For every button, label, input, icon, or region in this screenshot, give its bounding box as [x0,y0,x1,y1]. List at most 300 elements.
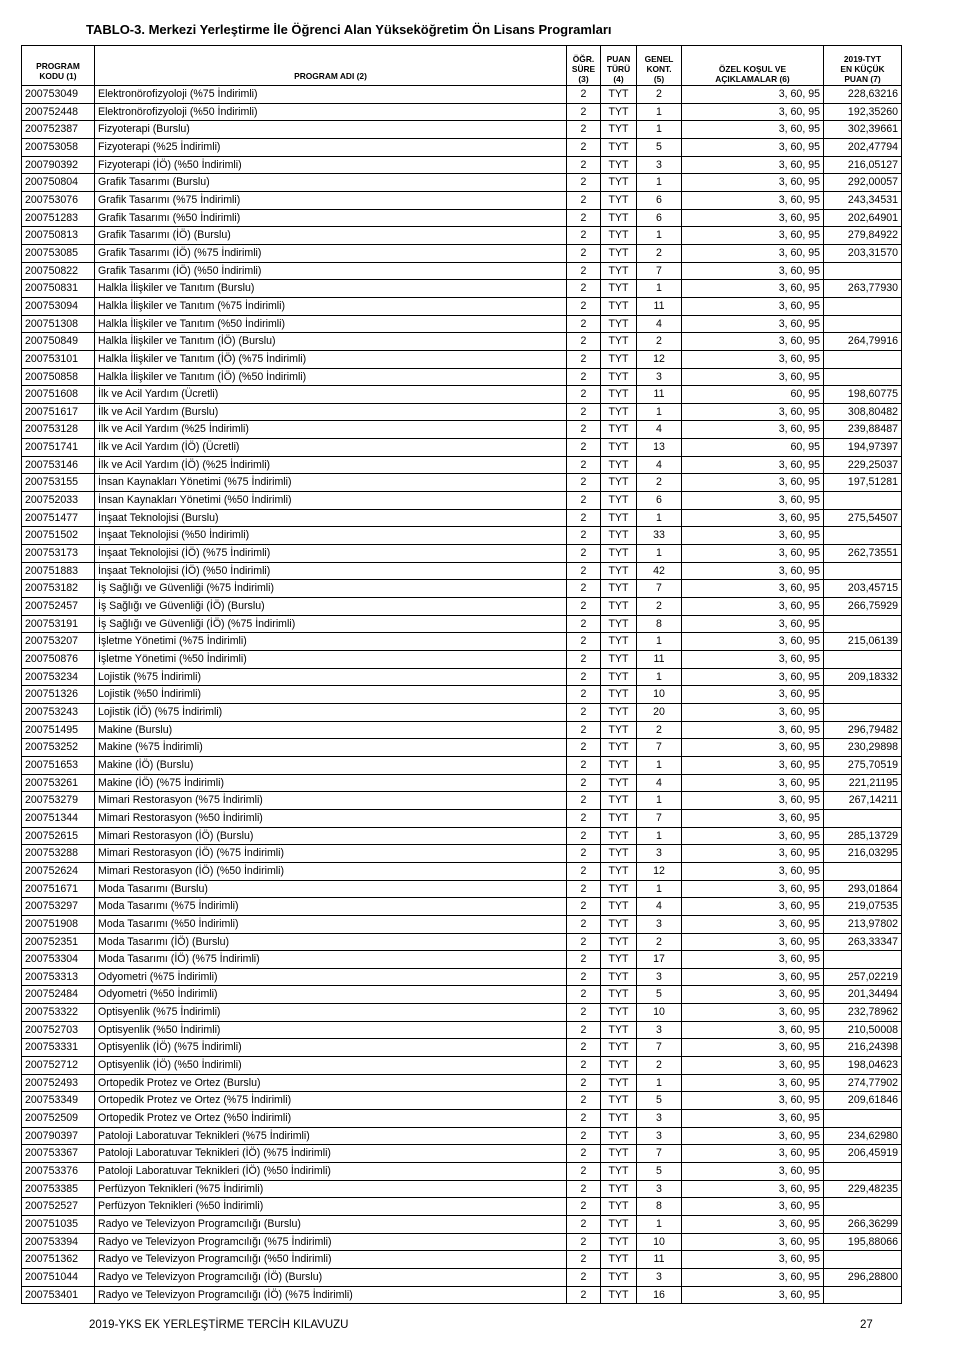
score-type-cell: TYT [601,1180,637,1198]
header-line: GENEL [644,54,674,64]
score-type-cell: TYT [601,191,637,209]
program-code-cell: 200751908 [22,915,95,933]
program-name-cell: Halkla İlişkiler ve Tanıtım (İÖ) (Burslu) [95,333,567,351]
quota-cell: 12 [637,350,682,368]
program-name-cell: Mimari Restorasyon (İÖ) (%50 İndirimli) [95,862,567,880]
duration-cell: 2 [567,827,601,845]
score-type-cell: TYT [601,598,637,616]
program-code-cell: 200753191 [22,615,95,633]
program-code-cell: 200752712 [22,1057,95,1075]
min-score-cell: 285,13729 [824,827,902,845]
program-code-cell: 200752387 [22,121,95,139]
program-code-cell: 200750813 [22,227,95,245]
min-score-cell: 201,34494 [824,986,902,1004]
table-row [22,121,902,139]
duration-cell: 2 [567,492,601,510]
program-code-cell: 200753207 [22,633,95,651]
score-type-cell: TYT [601,1110,637,1128]
program-name-cell: Optisyenlik (İÖ) (%50 İndirimli) [95,1057,567,1075]
quota-cell: 6 [637,209,682,227]
duration-cell: 2 [567,297,601,315]
score-type-cell: TYT [601,774,637,792]
footer-guide-title: 2019-YKS EK YERLEŞTİRME TERCİH KILAVUZU [89,1319,349,1331]
table-row [22,156,902,174]
quota-cell: 4 [637,774,682,792]
conditions-cell: 3, 60, 95 [682,951,824,969]
conditions-cell: 3, 60, 95 [682,1198,824,1216]
score-type-cell: TYT [601,651,637,669]
quota-cell: 1 [637,1074,682,1092]
quota-cell: 2 [637,333,682,351]
program-code-cell: 200752509 [22,1110,95,1128]
score-type-cell: TYT [601,527,637,545]
program-name-cell: İnşaat Teknolojisi (İÖ) (%75 İndirimli) [95,545,567,563]
program-code-cell: 200753304 [22,951,95,969]
score-type-cell: TYT [601,933,637,951]
min-score-cell [824,315,902,333]
table-row [22,1251,902,1269]
quota-cell: 42 [637,562,682,580]
program-name-cell: Halkla İlişkiler ve Tanıtım (Burslu) [95,280,567,298]
min-score-cell: 263,77930 [824,280,902,298]
program-code-cell: 200753376 [22,1163,95,1181]
header-line: TÜRÜ [606,64,631,74]
header-line: KODU (1) [39,71,77,81]
program-code-cell: 200753094 [22,297,95,315]
conditions-cell: 3, 60, 95 [682,598,824,616]
table-row [22,474,902,492]
quota-cell: 10 [637,686,682,704]
program-name-cell: Radyo ve Televizyon Programcılığı (Burslu) [95,1216,567,1234]
program-name-cell: Ortopedik Protez ve Ortez (%50 İndirimli) [95,1110,567,1128]
duration-cell: 2 [567,862,601,880]
conditions-cell: 3, 60, 95 [682,456,824,474]
duration-cell: 2 [567,509,601,527]
score-type-cell: TYT [601,209,637,227]
quota-cell: 5 [637,1092,682,1110]
quota-cell: 1 [637,509,682,527]
program-code-cell: 200753349 [22,1092,95,1110]
program-name-cell: Moda Tasarımı (Burslu) [95,880,567,898]
quota-cell: 7 [637,739,682,757]
conditions-cell: 3, 60, 95 [682,174,824,192]
header-line: PROGRAM [36,61,80,71]
table-row [22,350,902,368]
table-body [22,86,902,1304]
program-code-cell: 200753252 [22,739,95,757]
quota-cell: 8 [637,1198,682,1216]
quota-cell: 7 [637,1039,682,1057]
score-type-cell: TYT [601,1198,637,1216]
duration-cell: 2 [567,598,601,616]
quota-cell: 13 [637,439,682,457]
quota-cell: 3 [637,968,682,986]
conditions-cell: 3, 60, 95 [682,1021,824,1039]
table-row [22,862,902,880]
min-score-cell [824,368,902,386]
min-score-cell: 302,39661 [824,121,902,139]
score-type-cell: TYT [601,756,637,774]
conditions-cell: 3, 60, 95 [682,562,824,580]
program-code-cell: 200751362 [22,1251,95,1269]
score-type-cell: TYT [601,1145,637,1163]
min-score-cell [824,703,902,721]
duration-cell: 2 [567,386,601,404]
duration-cell: 2 [567,721,601,739]
program-code-cell: 200751883 [22,562,95,580]
min-score-cell: 210,50008 [824,1021,902,1039]
program-code-cell: 200753058 [22,138,95,156]
quota-cell: 11 [637,1251,682,1269]
min-score-cell: 229,25037 [824,456,902,474]
min-score-cell [824,951,902,969]
quota-cell: 1 [637,227,682,245]
quota-cell: 7 [637,809,682,827]
conditions-cell: 3, 60, 95 [682,580,824,598]
score-type-cell: TYT [601,421,637,439]
program-name-cell: İlk ve Acil Yardım (Ücretli) [95,386,567,404]
program-code-cell: 200751741 [22,439,95,457]
duration-cell: 2 [567,968,601,986]
duration-cell: 2 [567,86,601,104]
min-score-cell: 216,05127 [824,156,902,174]
duration-cell: 2 [567,774,601,792]
program-code-cell: 200753234 [22,668,95,686]
quota-cell: 10 [637,1233,682,1251]
duration-cell: 2 [567,1039,601,1057]
quota-cell: 3 [637,1021,682,1039]
min-score-cell: 275,70519 [824,756,902,774]
program-code-cell: 200750849 [22,333,95,351]
quota-cell: 2 [637,933,682,951]
duration-cell: 2 [567,1251,601,1269]
quota-cell: 1 [637,633,682,651]
min-score-cell: 232,78962 [824,1004,902,1022]
program-name-cell: Optisyenlik (%50 İndirimli) [95,1021,567,1039]
program-name-cell: Halkla İlişkiler ve Tanıtım (İÖ) (%75 İndirimli) [95,350,567,368]
quota-cell: 6 [637,191,682,209]
duration-cell: 2 [567,421,601,439]
table-row [22,174,902,192]
duration-cell: 2 [567,756,601,774]
score-type-cell: TYT [601,721,637,739]
conditions-cell: 3, 60, 95 [682,103,824,121]
score-type-cell: TYT [601,244,637,262]
quota-cell: 1 [637,403,682,421]
program-name-cell: Mimari Restorasyon (%75 İndirimli) [95,792,567,810]
min-score-cell [824,1251,902,1269]
header-line: (4) [613,74,624,84]
conditions-cell: 3, 60, 95 [682,1145,824,1163]
min-score-cell: 296,79482 [824,721,902,739]
program-name-cell: Radyo ve Televizyon Programcılığı (%50 İndirimli) [95,1251,567,1269]
duration-cell: 2 [567,439,601,457]
quota-cell: 1 [637,668,682,686]
program-name-cell: Odyometri (%50 İndirimli) [95,986,567,1004]
duration-cell: 2 [567,1004,601,1022]
conditions-cell: 3, 60, 95 [682,1004,824,1022]
min-score-cell [824,492,902,510]
program-code-cell: 200751653 [22,756,95,774]
quota-cell: 4 [637,898,682,916]
program-code-cell: 200751308 [22,315,95,333]
table-row [22,668,902,686]
program-name-cell: Makine (Burslu) [95,721,567,739]
min-score-cell: 198,60775 [824,386,902,404]
header-line: 2019-TYT [843,54,882,64]
program-name-cell: Mimari Restorasyon (%50 İndirimli) [95,809,567,827]
table-row [22,386,902,404]
quota-cell: 11 [637,297,682,315]
program-code-cell: 200753297 [22,898,95,916]
quota-cell: 7 [637,262,682,280]
min-score-cell: 198,04623 [824,1057,902,1075]
program-code-cell: 200753331 [22,1039,95,1057]
program-code-cell: 200753146 [22,456,95,474]
score-type-cell: TYT [601,1039,637,1057]
program-name-cell: Perfüzyon Teknikleri (%75 İndirimli) [95,1180,567,1198]
program-code-cell: 200752484 [22,986,95,1004]
duration-cell: 2 [567,138,601,156]
quota-cell: 1 [637,545,682,563]
min-score-cell: 264,79916 [824,333,902,351]
duration-cell: 2 [567,403,601,421]
quota-cell: 5 [637,986,682,1004]
program-code-cell: 200753128 [22,421,95,439]
quota-cell: 8 [637,615,682,633]
conditions-cell: 3, 60, 95 [682,915,824,933]
conditions-cell: 3, 60, 95 [682,527,824,545]
duration-cell: 2 [567,951,601,969]
conditions-cell: 3, 60, 95 [682,545,824,563]
program-code-cell: 200752448 [22,103,95,121]
quota-cell: 1 [637,880,682,898]
program-code-cell: 200753385 [22,1180,95,1198]
min-score-cell [824,562,902,580]
duration-cell: 2 [567,580,601,598]
program-code-cell: 200753155 [22,474,95,492]
min-score-cell: 215,06139 [824,633,902,651]
program-name-cell: Halkla İlişkiler ve Tanıtım (İÖ) (%50 İndirimli) [95,368,567,386]
score-type-cell: TYT [601,439,637,457]
header-duration [567,46,601,86]
quota-cell: 5 [637,138,682,156]
conditions-cell: 3, 60, 95 [682,845,824,863]
program-code-cell: 200751617 [22,403,95,421]
min-score-cell: 203,45715 [824,580,902,598]
min-score-cell: 228,63216 [824,86,902,104]
conditions-cell: 3, 60, 95 [682,421,824,439]
table-row [22,439,902,457]
program-code-cell: 200750804 [22,174,95,192]
duration-cell: 2 [567,1021,601,1039]
program-code-cell: 200753085 [22,244,95,262]
header-line: EN KÜÇÜK [840,64,885,74]
program-name-cell: Grafik Tasarımı (%50 İndirimli) [95,209,567,227]
table-row [22,792,902,810]
duration-cell: 2 [567,668,601,686]
quota-cell: 2 [637,86,682,104]
min-score-cell: 279,84922 [824,227,902,245]
program-name-cell: Ortopedik Protez ve Ortez (Burslu) [95,1074,567,1092]
conditions-cell: 3, 60, 95 [682,121,824,139]
min-score-cell: 262,73551 [824,545,902,563]
conditions-cell: 3, 60, 95 [682,1286,824,1304]
quota-cell: 1 [637,121,682,139]
program-code-cell: 200751671 [22,880,95,898]
duration-cell: 2 [567,474,601,492]
duration-cell: 2 [567,333,601,351]
min-score-cell: 263,33347 [824,933,902,951]
min-score-cell: 221,21195 [824,774,902,792]
program-name-cell: Grafik Tasarımı (İÖ) (Burslu) [95,227,567,245]
score-type-cell: TYT [601,633,637,651]
score-type-cell: TYT [601,350,637,368]
table-row [22,1127,902,1145]
score-type-cell: TYT [601,1057,637,1075]
program-name-cell: İş Sağlığı ve Güvenliği (%75 İndirimli) [95,580,567,598]
conditions-cell: 3, 60, 95 [682,968,824,986]
table-row [22,191,902,209]
score-type-cell: TYT [601,545,637,563]
score-type-cell: TYT [601,492,637,510]
quota-cell: 7 [637,1145,682,1163]
min-score-cell: 213,97802 [824,915,902,933]
table-row [22,1092,902,1110]
min-score-cell [824,297,902,315]
score-type-cell: TYT [601,121,637,139]
program-code-cell: 200752033 [22,492,95,510]
table-row [22,827,902,845]
score-type-cell: TYT [601,1286,637,1304]
quota-cell: 4 [637,421,682,439]
duration-cell: 2 [567,809,601,827]
program-code-cell: 200751326 [22,686,95,704]
program-name-cell: Fizyoterapi (İÖ) (%50 İndirimli) [95,156,567,174]
score-type-cell: TYT [601,456,637,474]
quota-cell: 1 [637,174,682,192]
duration-cell: 2 [567,121,601,139]
program-name-cell: Moda Tasarımı (İÖ) (%75 İndirimli) [95,951,567,969]
duration-cell: 2 [567,915,601,933]
min-score-cell: 267,14211 [824,792,902,810]
quota-cell: 2 [637,1057,682,1075]
program-name-cell: Fizyoterapi (%25 İndirimli) [95,138,567,156]
duration-cell: 2 [567,1216,601,1234]
conditions-cell: 3, 60, 95 [682,774,824,792]
min-score-cell: 230,29898 [824,739,902,757]
program-name-cell: Optisyenlik (İÖ) (%75 İndirimli) [95,1039,567,1057]
min-score-cell: 229,48235 [824,1180,902,1198]
conditions-cell: 3, 60, 95 [682,1233,824,1251]
score-type-cell: TYT [601,103,637,121]
score-type-cell: TYT [601,951,637,969]
quota-cell: 3 [637,1127,682,1145]
program-code-cell: 200753394 [22,1233,95,1251]
header-line: ÖZEL KOŞUL VE [718,64,787,74]
program-code-cell: 200751477 [22,509,95,527]
score-type-cell: TYT [601,1004,637,1022]
conditions-cell: 3, 60, 95 [682,227,824,245]
program-name-cell: Patoloji Laboratuvar Teknikleri (İÖ) (%75 İndirimli) [95,1145,567,1163]
program-name-cell: Makine (İÖ) (Burslu) [95,756,567,774]
program-name-cell: İş Sağlığı ve Güvenliği (İÖ) (%75 İndirimli) [95,615,567,633]
score-type-cell: TYT [601,138,637,156]
score-type-cell: TYT [601,1163,637,1181]
duration-cell: 2 [567,1110,601,1128]
min-score-cell [824,862,902,880]
score-type-cell: TYT [601,739,637,757]
table-row [22,580,902,598]
conditions-cell: 3, 60, 95 [682,1216,824,1234]
header-line: PROGRAM ADI (2) [294,71,367,81]
conditions-cell: 3, 60, 95 [682,297,824,315]
conditions-cell: 3, 60, 95 [682,827,824,845]
table-row [22,598,902,616]
score-type-cell: TYT [601,915,637,933]
conditions-cell: 3, 60, 95 [682,792,824,810]
min-score-cell: 243,34531 [824,191,902,209]
min-score-cell: 292,00057 [824,174,902,192]
program-code-cell: 200753288 [22,845,95,863]
table-row [22,403,902,421]
duration-cell: 2 [567,315,601,333]
conditions-cell: 3, 60, 95 [682,1251,824,1269]
quota-cell: 1 [637,103,682,121]
program-name-cell: İşletme Yönetimi (%50 İndirimli) [95,651,567,669]
conditions-cell: 3, 60, 95 [682,138,824,156]
conditions-cell: 3, 60, 95 [682,862,824,880]
quota-cell: 4 [637,315,682,333]
table-row [22,138,902,156]
duration-cell: 2 [567,792,601,810]
duration-cell: 2 [567,545,601,563]
duration-cell: 2 [567,456,601,474]
header-special-conditions [682,46,824,86]
header-line: (3) [578,74,589,84]
program-code-cell: 200790397 [22,1127,95,1145]
table-row [22,880,902,898]
program-name-cell: İlk ve Acil Yardım (Burslu) [95,403,567,421]
min-score-cell [824,1163,902,1181]
table-row [22,633,902,651]
score-type-cell: TYT [601,1074,637,1092]
conditions-cell: 3, 60, 95 [682,280,824,298]
min-score-cell [824,615,902,633]
quota-cell: 7 [637,580,682,598]
header-program-code [22,46,95,86]
program-code-cell: 200751608 [22,386,95,404]
quota-cell: 3 [637,156,682,174]
duration-cell: 2 [567,739,601,757]
quota-cell: 3 [637,1110,682,1128]
duration-cell: 2 [567,1145,601,1163]
duration-cell: 2 [567,1268,601,1286]
quota-cell: 16 [637,1286,682,1304]
score-type-cell: TYT [601,368,637,386]
conditions-cell: 3, 60, 95 [682,1057,824,1075]
conditions-cell: 3, 60, 95 [682,986,824,1004]
header-line: (5) [653,74,665,84]
quota-cell: 11 [637,651,682,669]
table-row [22,686,902,704]
min-score-cell: 202,64901 [824,209,902,227]
conditions-cell: 3, 60, 95 [682,191,824,209]
table-row [22,651,902,669]
conditions-cell: 3, 60, 95 [682,1074,824,1092]
min-score-cell: 234,62980 [824,1127,902,1145]
min-score-cell: 203,31570 [824,244,902,262]
